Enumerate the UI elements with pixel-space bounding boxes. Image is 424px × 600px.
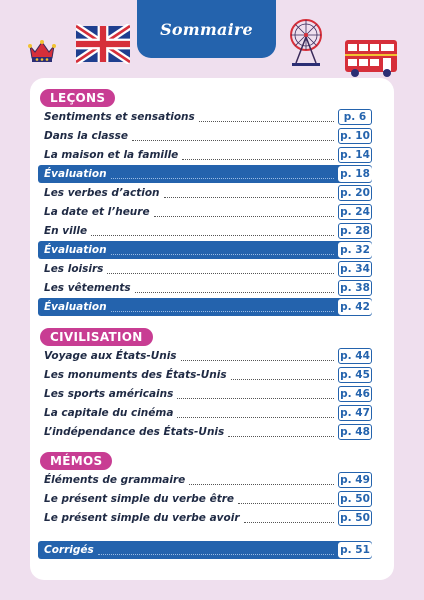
leader-dots <box>111 178 334 179</box>
leader-dots <box>231 379 334 380</box>
toc-row[interactable] <box>44 108 372 126</box>
toc-row-label: En ville <box>44 225 88 237</box>
page-number-badge: p. 42 <box>338 299 372 315</box>
toc-row[interactable] <box>44 404 372 422</box>
page-number-badge: p. 48 <box>338 424 372 440</box>
toc-row-label: Les sports américains <box>44 388 174 400</box>
page-number-badge: p. 50 <box>338 510 372 526</box>
toc-row[interactable] <box>44 146 372 164</box>
page-number-badge: p. 10 <box>338 128 372 144</box>
page-number-badge: p. 6 <box>338 109 372 125</box>
toc-row[interactable] <box>44 471 372 489</box>
leader-dots <box>182 159 334 160</box>
leader-dots <box>177 417 334 418</box>
toc-row-label: Les monuments des États-Unis <box>44 369 227 381</box>
page-number-badge: p. 20 <box>338 185 372 201</box>
toc-row-evaluation[interactable] <box>38 165 372 183</box>
leader-dots <box>238 503 334 504</box>
page-number-badge: p. 46 <box>338 386 372 402</box>
toc-row[interactable] <box>44 203 372 221</box>
section-label-memos: MÉMOS <box>40 452 112 470</box>
toc-row-label: Évaluation <box>44 301 107 313</box>
toc-row[interactable] <box>44 366 372 384</box>
section-label-civilisation: CIVILISATION <box>40 328 153 346</box>
page-number-badge: p. 47 <box>338 405 372 421</box>
leader-dots <box>177 398 334 399</box>
page-number-badge: p. 32 <box>338 242 372 258</box>
toc-row[interactable] <box>44 490 372 508</box>
toc-row-label: La capitale du cinéma <box>44 407 174 419</box>
leader-dots <box>228 436 334 437</box>
toc-row[interactable] <box>44 260 372 278</box>
toc-row-label: Évaluation <box>44 244 107 256</box>
leader-dots <box>98 554 334 555</box>
toc-row-label: Voyage aux États-Unis <box>44 350 177 362</box>
crown-icon <box>27 38 57 64</box>
page-number-badge: p. 49 <box>338 472 372 488</box>
toc-row[interactable] <box>44 347 372 365</box>
toc-row-evaluation[interactable] <box>38 298 372 316</box>
toc-row[interactable] <box>44 222 372 240</box>
toc-row-label: Éléments de grammaire <box>44 474 186 486</box>
section-label-lecons: LEÇONS <box>40 89 115 107</box>
toc-row-evaluation[interactable] <box>38 241 372 259</box>
leader-dots <box>111 311 334 312</box>
toc-row-label: L’indépendance des États-Unis <box>44 426 225 438</box>
leader-dots <box>111 254 334 255</box>
toc-row[interactable] <box>44 127 372 145</box>
page-number-badge: p. 18 <box>338 166 372 182</box>
toc-row-label: Sentiments et sensations <box>44 111 195 123</box>
toc-row-label: Les verbes d’action <box>44 187 160 199</box>
leader-dots <box>107 273 334 274</box>
page-title-tab <box>137 0 276 58</box>
page-number-badge: p. 45 <box>338 367 372 383</box>
toc-row[interactable] <box>44 385 372 403</box>
leader-dots <box>189 484 334 485</box>
union-jack-flag-icon <box>76 24 130 64</box>
leader-dots <box>91 235 334 236</box>
page-number-badge: p. 38 <box>338 280 372 296</box>
toc-row[interactable] <box>44 509 372 527</box>
leader-dots <box>164 197 334 198</box>
page-number-badge: p. 50 <box>338 491 372 507</box>
leader-dots <box>181 360 334 361</box>
london-eye-icon <box>288 17 324 67</box>
double-decker-bus-icon <box>343 38 399 78</box>
page-title: Sommaire <box>160 19 253 39</box>
leader-dots <box>244 522 335 523</box>
toc-row-label: Les loisirs <box>44 263 104 275</box>
toc-row-label: Corrigés <box>44 544 94 556</box>
toc-row[interactable] <box>44 279 372 297</box>
toc-row-label: La maison et la famille <box>44 149 179 161</box>
toc-row[interactable] <box>44 184 372 202</box>
toc-row-label: Dans la classe <box>44 130 129 142</box>
toc-row[interactable] <box>44 423 372 441</box>
page-number-badge: p. 28 <box>338 223 372 239</box>
leader-dots <box>132 140 334 141</box>
toc-row-label: Le présent simple du verbe être <box>44 493 235 505</box>
toc-row-corriges[interactable] <box>38 541 372 559</box>
leader-dots <box>135 292 334 293</box>
page-number-badge: p. 51 <box>338 542 372 558</box>
leader-dots <box>154 216 334 217</box>
toc-row-label: Évaluation <box>44 168 107 180</box>
page-number-badge: p. 14 <box>338 147 372 163</box>
toc-row-label: La date et l’heure <box>44 206 150 218</box>
page-number-badge: p. 34 <box>338 261 372 277</box>
toc-row-label: Les vêtements <box>44 282 131 294</box>
toc-row-label: Le présent simple du verbe avoir <box>44 512 240 524</box>
leader-dots <box>199 121 334 122</box>
page-number-badge: p. 24 <box>338 204 372 220</box>
page-number-badge: p. 44 <box>338 348 372 364</box>
